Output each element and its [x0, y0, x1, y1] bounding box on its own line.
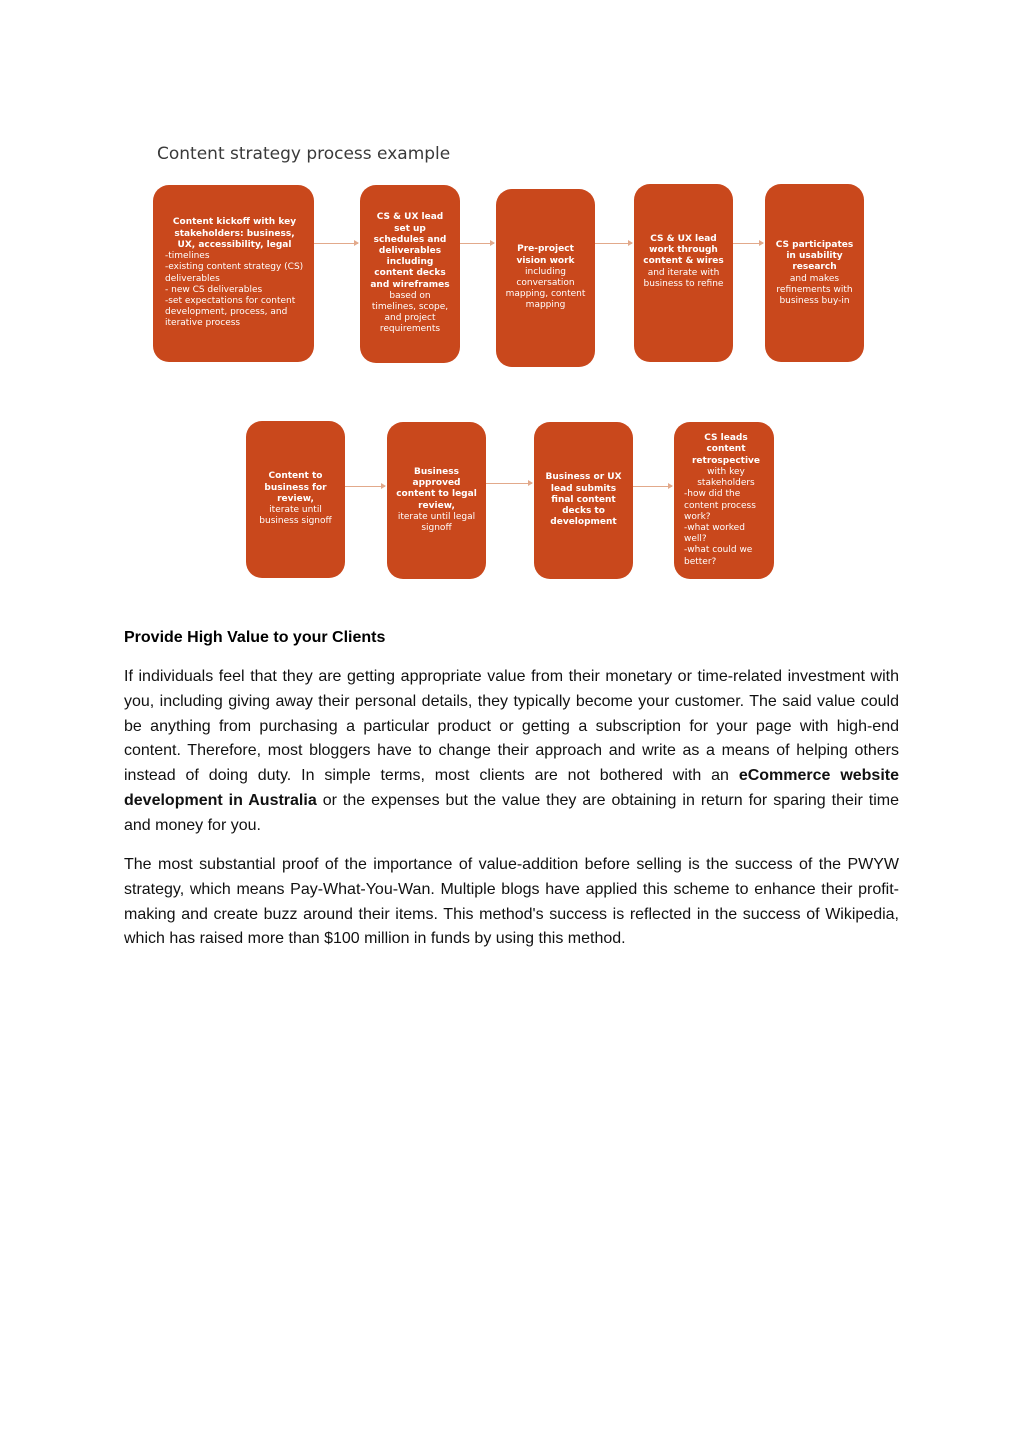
step-legal-review: [387, 422, 486, 579]
step-schedules-deliverables: [360, 185, 460, 363]
step-detail: iterate until business signoff: [259, 505, 332, 527]
step-label: Content to business for review,: [264, 471, 327, 504]
step-detail: based on timelines, scope, and project requirements: [371, 290, 449, 335]
paragraph-value: [124, 665, 899, 839]
arrow-connector: [460, 243, 494, 244]
arrow-connector: [486, 483, 532, 484]
arrow-connector: [595, 243, 632, 244]
step-usability-research: [765, 184, 864, 362]
step-item: - new CS deliverables: [165, 284, 263, 295]
arrow-connector: [345, 486, 385, 487]
paragraph-text: or the expenses but the value they are obtaining in return for sparing their time and money for you.: [124, 791, 899, 834]
step-label: CS leads content retrospective: [691, 433, 761, 466]
step-item: -existing content strategy (CS) deliverables: [165, 262, 304, 284]
step-detail: including conversation mapping, content mapping: [505, 266, 586, 311]
step-label: Pre-project vision work: [516, 244, 575, 266]
step-label: CS & UX lead set up schedules and deliverables including content decks and wireframes: [370, 212, 450, 290]
arrow-connector: [633, 486, 672, 487]
step-pre-project-vision: [496, 189, 595, 367]
step-business-review: [246, 421, 345, 578]
arrow-connector: [733, 243, 763, 244]
step-label: CS & UX lead work through content & wires: [643, 234, 724, 267]
step-submit-final-decks: [534, 422, 633, 579]
step-item: -how did the content process work?: [684, 489, 756, 522]
step-label: Content kickoff with key stakeholders: business, UX, accessibility, legal: [172, 217, 297, 250]
step-item: -what worked well?: [684, 522, 745, 545]
step-item: -timelines: [165, 251, 210, 262]
step-detail: and iterate with business to refine: [643, 267, 724, 289]
section-heading: Provide High Value to your Clients: [124, 629, 386, 646]
figure-title: Content strategy process example: [157, 144, 451, 164]
step-detail: iterate until legal signoff: [397, 511, 476, 533]
paragraph-pwyw: The most substantial proof of the importance of value-addition before selling is the success of the PWYW strategy, which means Pay-What-You-Wan. Multiple blogs have applied this scheme to enhance their profit-making and create buzz around their items. This method's success is reflected in the success of Wikipedia, which has raised more than $100 million in funds by using this method.: [124, 856, 899, 948]
step-item: -what could we better?: [684, 545, 753, 567]
paragraph-text: If individuals feel that they are getting appropriate value from their monetary or time-related investment with you, including giving away their personal details, they typically become your customer. The said value could be anything from purchasing a particular product or getting a subscription for your page with high-end content. Therefore, most bloggers have to change their approach and write as a means of helping others instead of doing duty. In simple terms, most clients are not bothered with an: [124, 668, 899, 785]
step-content-retrospective: [674, 422, 774, 579]
ecommerce-link-text: eCommerce website development in Australia: [124, 767, 900, 809]
arrow-connector: [314, 243, 358, 244]
step-detail: with key stakeholders: [697, 466, 755, 489]
step-item: -set expectations for content development, process, and iterative process: [165, 295, 296, 329]
step-content-wires: [634, 184, 733, 362]
step-label: CS participates in usability research: [775, 240, 854, 273]
step-content-kickoff: [153, 185, 314, 362]
step-label: Business approved content to legal review,: [396, 466, 477, 511]
step-label: Business or UX lead submits final content decks to development: [545, 472, 622, 528]
step-detail: and makes refinements with business buy-in: [776, 273, 853, 307]
